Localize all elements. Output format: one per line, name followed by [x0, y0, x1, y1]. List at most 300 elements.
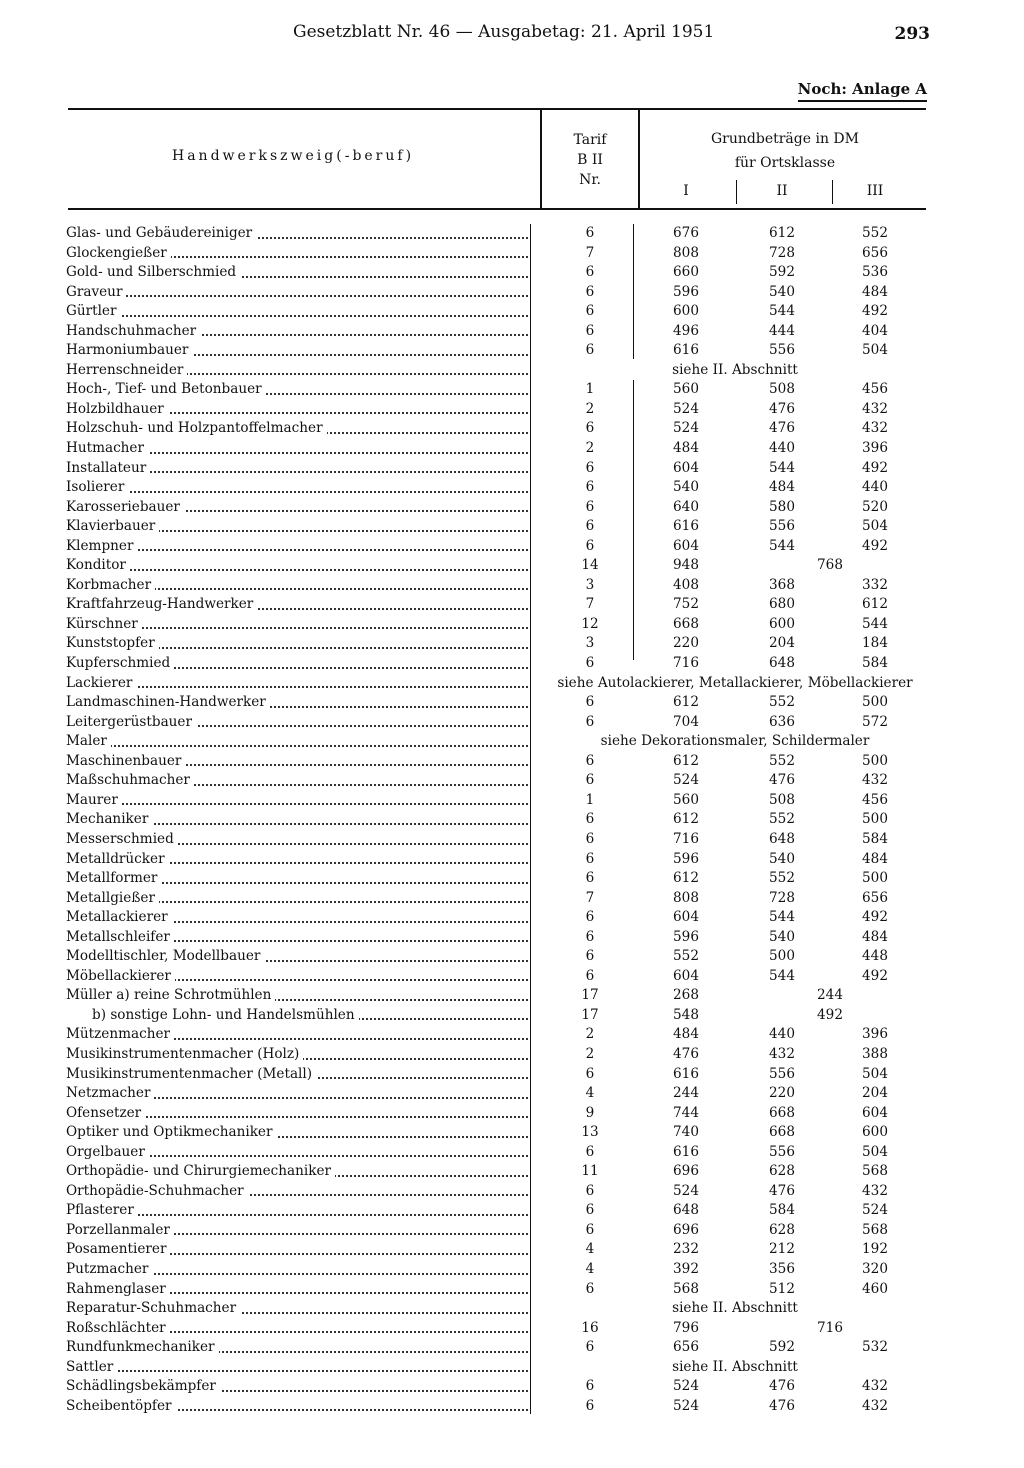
- amount-class-2: 544: [769, 459, 795, 476]
- tarif-number: 6: [585, 772, 595, 789]
- amount-class-3: 504: [862, 1065, 888, 1082]
- amount-class-3: 492: [862, 303, 888, 320]
- amount-class-2: 540: [769, 928, 795, 945]
- table-row: [0, 537, 1024, 557]
- amount-class-3: 396: [862, 440, 888, 457]
- trade-name: Scheibentöpfer: [66, 1397, 528, 1417]
- tarif-number: 6: [585, 518, 595, 535]
- table-row: [0, 1358, 1024, 1378]
- amount-class-3: 504: [862, 1143, 888, 1160]
- amount-class-1: 808: [673, 244, 699, 261]
- table-row: [0, 322, 1024, 342]
- trade-name: Glas- und Gebäudereiniger: [66, 224, 528, 244]
- amount-class-1: 476: [673, 1045, 699, 1062]
- tarif-number: 6: [585, 322, 595, 339]
- trade-name: Porzellanmaler: [66, 1221, 528, 1241]
- table-row: [0, 791, 1024, 811]
- amount-class-1: 604: [673, 909, 699, 926]
- gazette-title: Gesetzblatt Nr. 46 — Ausgabetag: 21. April 1951: [293, 22, 715, 42]
- trade-name: Maurer: [66, 791, 528, 811]
- trade-name: Möbellackierer: [66, 967, 528, 987]
- amount-class-1: 600: [673, 303, 699, 320]
- tarif-number: 6: [585, 850, 595, 867]
- table-row: [0, 439, 1024, 459]
- amount-class-1: 604: [673, 967, 699, 984]
- tarif-number: 6: [585, 283, 595, 300]
- amount-class-1: 560: [673, 791, 699, 808]
- trade-name: Holzschuh- und Holzpantoffelmacher: [66, 419, 528, 439]
- tarif-number: 2: [585, 440, 595, 457]
- trade-name: Holzbildhauer: [66, 400, 528, 420]
- amount-class-3: 184: [862, 635, 888, 652]
- amount-class-2: 544: [769, 537, 795, 554]
- amount-class-2: 552: [769, 694, 795, 711]
- amount-class-1: 596: [673, 928, 699, 945]
- amount-class-1: 268: [673, 987, 699, 1004]
- amount-class-1: 716: [673, 830, 699, 847]
- amount-class-3: 520: [862, 498, 888, 515]
- tarif-number: 6: [585, 1378, 595, 1395]
- table-row: [0, 1240, 1024, 1260]
- amount-class-2: 484: [769, 479, 795, 496]
- trade-name: Klempner: [66, 537, 528, 557]
- tarif-number: 6: [585, 342, 595, 359]
- trade-name: Posamentierer: [66, 1240, 528, 1260]
- trade-name: Kupferschmied: [66, 654, 528, 674]
- trade-name: Leitergerüstbauer: [66, 713, 528, 733]
- amount-class-1: 612: [673, 694, 699, 711]
- tarif-number: 6: [585, 264, 595, 281]
- table-row: [0, 1006, 1024, 1026]
- tarif-header-line3: Nr.: [579, 172, 601, 188]
- trade-name: Schädlingsbekämpfer: [66, 1377, 528, 1397]
- amount-class-1: 524: [673, 400, 699, 417]
- class-header-2: II: [776, 183, 788, 199]
- amount-class-2: 592: [769, 264, 795, 281]
- amount-class-2: 540: [769, 283, 795, 300]
- amount-class-3: 492: [862, 967, 888, 984]
- amount-class-2-3: 492: [817, 1006, 843, 1023]
- table-row: [0, 810, 1024, 830]
- amount-class-1: 568: [673, 1280, 699, 1297]
- table-header-rule: [68, 208, 926, 210]
- amount-class-2: 556: [769, 342, 795, 359]
- tarif-number: 1: [585, 791, 595, 808]
- table-row: [0, 419, 1024, 439]
- amount-class-2: 500: [769, 948, 795, 965]
- tarif-number: 6: [585, 1182, 595, 1199]
- trade-name: Reparatur-Schuhmacher: [66, 1299, 528, 1319]
- amount-class-2: 552: [769, 752, 795, 769]
- amount-class-1: 796: [673, 1319, 699, 1336]
- amount-class-2: 356: [769, 1260, 795, 1277]
- trade-name: Rundfunkmechaniker: [66, 1338, 528, 1358]
- table-row: [0, 341, 1024, 361]
- amount-class-2: 544: [769, 303, 795, 320]
- amount-class-2: 476: [769, 400, 795, 417]
- grundbetraege-header: [655, 127, 915, 175]
- table-row: [0, 1104, 1024, 1124]
- amount-class-3: 432: [862, 420, 888, 437]
- table-row: [0, 517, 1024, 537]
- table-row: [0, 947, 1024, 967]
- amount-class-1: 524: [673, 1378, 699, 1395]
- amount-class-1: 596: [673, 283, 699, 300]
- amount-class-3: 612: [862, 596, 888, 613]
- table-top-rule: [68, 108, 926, 110]
- table-row: [0, 693, 1024, 713]
- amount-class-2-3: 716: [817, 1319, 843, 1336]
- tarif-number: 14: [581, 557, 599, 574]
- amount-class-2: 544: [769, 967, 795, 984]
- tarif-number: 6: [585, 713, 595, 730]
- tarif-header-line2: B II: [577, 152, 603, 168]
- table-row: [0, 752, 1024, 772]
- table-row: [0, 732, 1024, 752]
- amount-class-1: 696: [673, 1221, 699, 1238]
- tarif-number: 16: [581, 1319, 599, 1336]
- amount-class-2: 476: [769, 772, 795, 789]
- trade-name: Kraftfahrzeug-Handwerker: [66, 595, 528, 615]
- amount-class-1: 740: [673, 1124, 699, 1141]
- trade-name: Ofensetzer: [66, 1104, 528, 1124]
- table-row: [0, 498, 1024, 518]
- amount-class-2-3: 768: [817, 557, 843, 574]
- trade-name: Klavierbauer: [66, 517, 528, 537]
- tarif-number: 6: [585, 420, 595, 437]
- amount-class-3: 484: [862, 928, 888, 945]
- amount-class-2: 680: [769, 596, 795, 613]
- amount-class-1: 524: [673, 1182, 699, 1199]
- amount-class-3: 656: [862, 889, 888, 906]
- cross-reference-note: siehe II. Abschnitt: [672, 361, 798, 378]
- amount-class-2: 628: [769, 1221, 795, 1238]
- table-row: [0, 674, 1024, 694]
- tarif-number: 4: [585, 1241, 595, 1258]
- table-row: [0, 967, 1024, 987]
- amount-class-1: 616: [673, 342, 699, 359]
- trade-name: Lackierer: [66, 674, 528, 694]
- table-row: [0, 654, 1024, 674]
- tarif-number: 6: [585, 1143, 595, 1160]
- amount-class-3: 448: [862, 948, 888, 965]
- tarif-number: 17: [581, 1006, 599, 1023]
- amount-class-2: 212: [769, 1241, 795, 1258]
- amount-class-1: 612: [673, 811, 699, 828]
- table-row: [0, 1025, 1024, 1045]
- amount-class-3: 568: [862, 1221, 888, 1238]
- amount-class-1: 612: [673, 870, 699, 887]
- trade-name: Orthopädie-Schuhmacher: [66, 1182, 528, 1202]
- table-row: [0, 1280, 1024, 1300]
- amount-class-3: 484: [862, 283, 888, 300]
- amount-class-1: 560: [673, 381, 699, 398]
- table-row: [0, 713, 1024, 733]
- amount-class-1: 392: [673, 1260, 699, 1277]
- amount-class-1: 640: [673, 498, 699, 515]
- trade-name: Roßschlächter: [66, 1319, 528, 1339]
- table-row: [0, 380, 1024, 400]
- amount-class-2: 556: [769, 1143, 795, 1160]
- amount-class-1: 484: [673, 440, 699, 457]
- tarif-number: 6: [585, 1202, 595, 1219]
- trade-name: Landmaschinen-Handwerker: [66, 693, 528, 713]
- trade-name: Karosseriebauer: [66, 498, 528, 518]
- amount-class-1: 244: [673, 1085, 699, 1102]
- tarif-number: 11: [581, 1163, 599, 1180]
- amount-class-2: 648: [769, 830, 795, 847]
- table-row: [0, 1338, 1024, 1358]
- amount-class-3: 492: [862, 459, 888, 476]
- amount-class-2: 580: [769, 498, 795, 515]
- amount-class-3: 456: [862, 791, 888, 808]
- amount-class-2: 476: [769, 1397, 795, 1414]
- amount-class-3: 552: [862, 225, 888, 241]
- amount-class-2: 600: [769, 615, 795, 632]
- trade-name: Gold- und Silberschmied: [66, 263, 528, 283]
- tarif-number: 6: [585, 1397, 595, 1414]
- trade-name: Herrenschneider: [66, 361, 528, 381]
- tarif-number: 6: [585, 948, 595, 965]
- table-row: [0, 1182, 1024, 1202]
- tarif-number: 7: [585, 889, 595, 906]
- amount-class-3: 204: [862, 1085, 888, 1102]
- trade-name: Rahmenglaser: [66, 1280, 528, 1300]
- amount-class-1: 524: [673, 1397, 699, 1414]
- amount-class-1: 484: [673, 1026, 699, 1043]
- amount-class-2: 540: [769, 850, 795, 867]
- amount-class-1: 696: [673, 1163, 699, 1180]
- amount-class-3: 388: [862, 1045, 888, 1062]
- tarif-number: 6: [585, 1221, 595, 1238]
- table-row: [0, 1377, 1024, 1397]
- table-row: [0, 1397, 1024, 1417]
- tarif-number: 6: [585, 303, 595, 320]
- amount-class-1: 232: [673, 1241, 699, 1258]
- trade-table-body: [0, 224, 1024, 1416]
- amount-class-2: 648: [769, 655, 795, 672]
- amount-class-1: 656: [673, 1339, 699, 1356]
- table-row: [0, 1221, 1024, 1241]
- amount-class-3: 492: [862, 537, 888, 554]
- amount-class-2: 508: [769, 381, 795, 398]
- tarif-number: 6: [585, 967, 595, 984]
- table-row: [0, 244, 1024, 264]
- amount-class-3: 536: [862, 264, 888, 281]
- amount-class-3: 504: [862, 342, 888, 359]
- amount-class-3: 500: [862, 694, 888, 711]
- table-row: [0, 771, 1024, 791]
- trade-name: Müller a) reine Schrotmühlen: [66, 986, 528, 1006]
- amount-class-1: 716: [673, 655, 699, 672]
- table-row: [0, 1319, 1024, 1339]
- amount-class-1: 612: [673, 752, 699, 769]
- tarif-number: 6: [585, 1280, 595, 1297]
- amount-class-2: 728: [769, 889, 795, 906]
- table-row: [0, 1045, 1024, 1065]
- table-row: [0, 1143, 1024, 1163]
- tarif-number: 6: [585, 459, 595, 476]
- trade-name: Musikinstrumentenmacher (Holz): [66, 1045, 528, 1065]
- tarif-number: 6: [585, 1065, 595, 1082]
- cross-reference-note: siehe Dekorationsmaler, Schildermaler: [600, 733, 870, 750]
- tarif-number: 6: [585, 752, 595, 769]
- tarif-number: 6: [585, 830, 595, 847]
- trade-name: Metallackierer: [66, 908, 528, 928]
- table-row: [0, 634, 1024, 654]
- trade-name: Orgelbauer: [66, 1143, 528, 1163]
- table-row: [0, 1299, 1024, 1319]
- tarif-number: 13: [581, 1124, 599, 1141]
- amount-class-2-3: 244: [817, 987, 843, 1004]
- amount-class-1: 616: [673, 518, 699, 535]
- trade-name: Optiker und Optikmechaniker: [66, 1123, 528, 1143]
- tarif-number: 3: [585, 635, 595, 652]
- cross-reference-note: siehe II. Abschnitt: [672, 1300, 798, 1317]
- table-row: [0, 361, 1024, 381]
- tarif-number: 6: [585, 225, 595, 241]
- amount-class-3: 432: [862, 772, 888, 789]
- amount-class-1: 604: [673, 537, 699, 554]
- table-row: [0, 1260, 1024, 1280]
- trade-name: Harmoniumbauer: [66, 341, 528, 361]
- table-row: [0, 478, 1024, 498]
- trade-name: Installateur: [66, 459, 528, 479]
- tarif-number: 9: [585, 1104, 595, 1121]
- amount-class-1: 524: [673, 420, 699, 437]
- amount-class-2: 612: [769, 225, 795, 241]
- amount-class-2: 556: [769, 1065, 795, 1082]
- amount-class-1: 744: [673, 1104, 699, 1121]
- amount-class-2: 728: [769, 244, 795, 261]
- grund-header-line1: Grundbeträge in DM: [711, 131, 859, 147]
- amount-class-3: 440: [862, 479, 888, 496]
- amount-class-2: 432: [769, 1045, 795, 1062]
- cross-reference-note: siehe II. Abschnitt: [672, 1358, 798, 1375]
- tarif-number: 4: [585, 1260, 595, 1277]
- amount-class-3: 456: [862, 381, 888, 398]
- amount-class-1: 752: [673, 596, 699, 613]
- amount-class-3: 432: [862, 1378, 888, 1395]
- amount-class-1: 660: [673, 264, 699, 281]
- amount-class-3: 656: [862, 244, 888, 261]
- amount-class-2: 440: [769, 440, 795, 457]
- table-row: [0, 889, 1024, 909]
- amount-class-3: 568: [862, 1163, 888, 1180]
- amount-class-2: 636: [769, 713, 795, 730]
- trade-name: Metallgießer: [66, 889, 528, 909]
- tarif-column-header: [546, 130, 634, 190]
- tarif-number: 7: [585, 596, 595, 613]
- cross-reference-note: siehe Autolackierer, Metallackierer, Möbellackierer: [557, 674, 913, 691]
- amount-class-1: 496: [673, 322, 699, 339]
- tarif-number: 6: [585, 928, 595, 945]
- tarif-number: 6: [585, 811, 595, 828]
- grund-header-line2: für Ortsklasse: [734, 155, 836, 171]
- annex-label: Noch: Anlage A: [798, 80, 927, 102]
- trade-name: Maschinenbauer: [66, 752, 528, 772]
- amount-class-3: 332: [862, 576, 888, 593]
- trade-name: Graveur: [66, 283, 528, 303]
- amount-class-3: 460: [862, 1280, 888, 1297]
- tarif-header-line1: Tarif: [573, 132, 607, 148]
- amount-class-3: 192: [862, 1241, 888, 1258]
- trade-name: Glockengießer: [66, 244, 528, 264]
- amount-class-1: 548: [673, 1006, 699, 1023]
- table-row: [0, 224, 1024, 244]
- amount-class-2: 444: [769, 322, 795, 339]
- table-row: [0, 986, 1024, 1006]
- class-header-1: I: [683, 183, 689, 199]
- amount-class-1: 524: [673, 772, 699, 789]
- page-number: 293: [894, 24, 930, 44]
- trade-name: Korbmacher: [66, 576, 528, 596]
- tarif-number: 6: [585, 537, 595, 554]
- trade-name: Mützenmacher: [66, 1025, 528, 1045]
- tarif-number: 6: [585, 655, 595, 672]
- tarif-number: 2: [585, 400, 595, 417]
- amount-class-3: 584: [862, 655, 888, 672]
- trade-name: Gürtler: [66, 302, 528, 322]
- trade-name: Kürschner: [66, 615, 528, 635]
- tarif-number: 6: [585, 909, 595, 926]
- amount-class-2: 508: [769, 791, 795, 808]
- table-row: [0, 850, 1024, 870]
- amount-class-3: 572: [862, 713, 888, 730]
- tarif-number: 12: [581, 615, 599, 632]
- class-header-3: III: [866, 183, 884, 199]
- tarif-number: 7: [585, 244, 595, 261]
- amount-class-1: 648: [673, 1202, 699, 1219]
- amount-class-2: 204: [769, 635, 795, 652]
- amount-class-2: 592: [769, 1339, 795, 1356]
- tarif-number: 17: [581, 987, 599, 1004]
- trade-name: Metallschleifer: [66, 928, 528, 948]
- amount-class-2: 628: [769, 1163, 795, 1180]
- amount-class-3: 432: [862, 400, 888, 417]
- amount-class-2: 584: [769, 1202, 795, 1219]
- table-row: [0, 263, 1024, 283]
- amount-class-3: 500: [862, 811, 888, 828]
- table-row: [0, 459, 1024, 479]
- amount-class-3: 432: [862, 1397, 888, 1414]
- amount-class-2: 668: [769, 1104, 795, 1121]
- amount-class-2: 476: [769, 420, 795, 437]
- table-row: [0, 1201, 1024, 1221]
- class-header-separator: [832, 180, 833, 204]
- tarif-number: 6: [585, 694, 595, 711]
- tarif-number: 3: [585, 576, 595, 593]
- trade-name: Hutmacher: [66, 439, 528, 459]
- amount-class-2: 476: [769, 1378, 795, 1395]
- amount-class-3: 320: [862, 1260, 888, 1277]
- trade-name: Metallformer: [66, 869, 528, 889]
- amount-class-3: 396: [862, 1026, 888, 1043]
- trade-name: Handschuhmacher: [66, 322, 528, 342]
- amount-class-3: 404: [862, 322, 888, 339]
- trade-name: Messerschmied: [66, 830, 528, 850]
- amount-class-1: 948: [673, 557, 699, 574]
- amount-class-1: 616: [673, 1065, 699, 1082]
- amount-class-1: 704: [673, 713, 699, 730]
- tarif-number: 6: [585, 1339, 595, 1356]
- amount-class-2: 368: [769, 576, 795, 593]
- amount-class-3: 492: [862, 909, 888, 926]
- amount-class-1: 808: [673, 889, 699, 906]
- trade-name: Hoch-, Tief- und Betonbauer: [66, 380, 528, 400]
- tarif-number: 2: [585, 1045, 595, 1062]
- amount-class-1: 220: [673, 635, 699, 652]
